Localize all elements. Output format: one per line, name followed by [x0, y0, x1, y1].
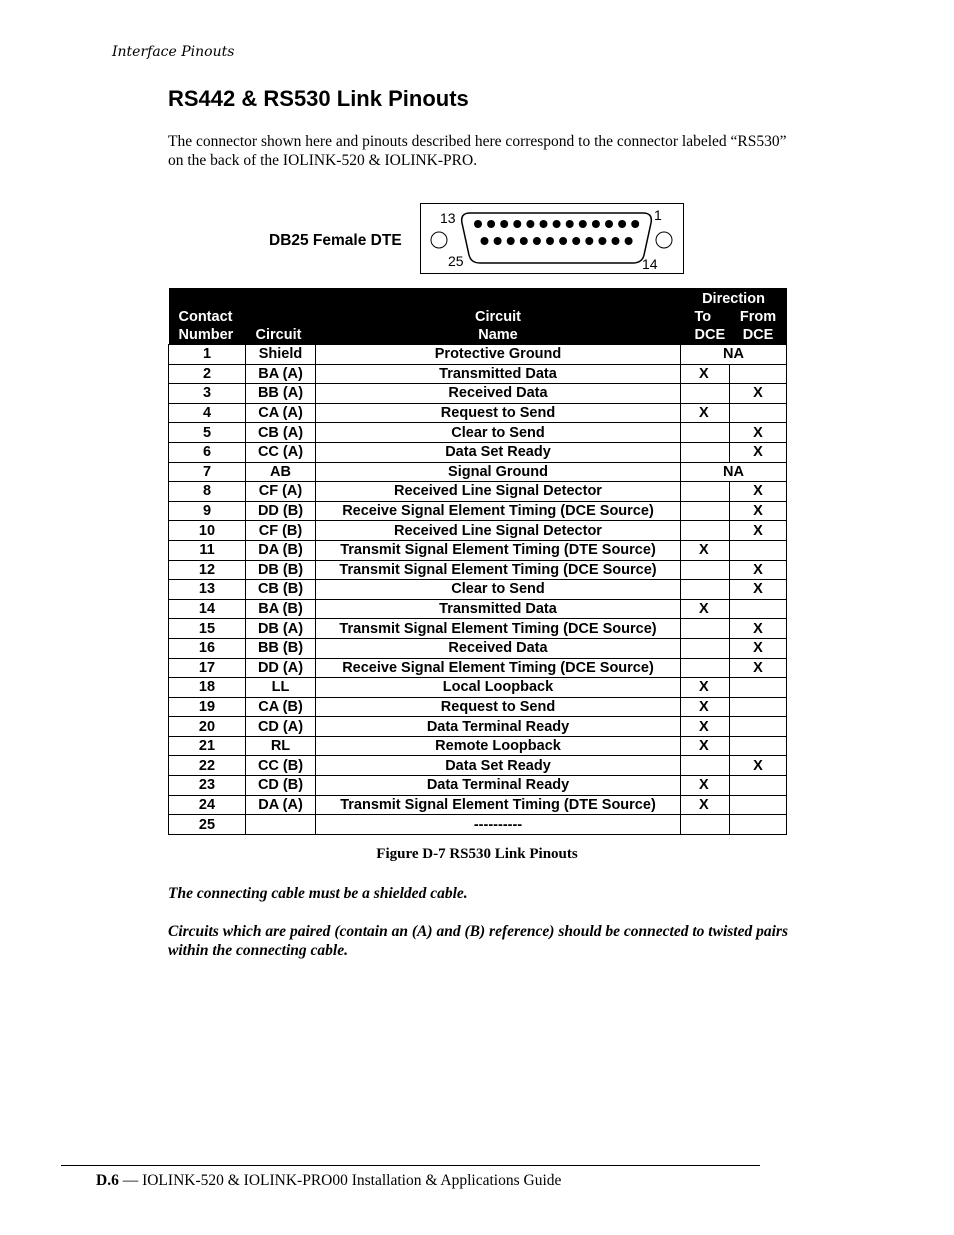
circuit-cell: DB (A) [246, 619, 316, 639]
connector-pin [598, 237, 606, 245]
contact-number-cell: 1 [169, 345, 246, 365]
contact-number-cell: 24 [169, 795, 246, 815]
contact-number-cell: 7 [169, 462, 246, 482]
circuit-name-cell: Received Data [316, 638, 681, 658]
to-dce-cell [681, 658, 730, 678]
from-dce-cell [730, 717, 787, 737]
to-dce-cell: X [681, 540, 730, 560]
contact-number-cell: 6 [169, 442, 246, 462]
connector-pin [526, 220, 534, 228]
connector-pin [631, 220, 639, 228]
to-dce-cell [681, 560, 730, 580]
from-dce-cell: X [730, 756, 787, 776]
to-dce-cell: X [681, 364, 730, 384]
pinout-table [168, 288, 787, 835]
circuit-cell: CA (A) [246, 403, 316, 423]
from-dce-cell [730, 403, 787, 423]
circuit-cell: CF (B) [246, 521, 316, 541]
connector-pin [540, 220, 548, 228]
circuit-cell: CA (B) [246, 697, 316, 717]
connector-label: DB25 Female DTE [269, 232, 402, 249]
to-dce-cell [681, 521, 730, 541]
from-dce-cell: X [730, 423, 787, 443]
circuit-cell: BB (A) [246, 384, 316, 404]
circuit-name-cell: Data Terminal Ready [316, 717, 681, 737]
circuit-cell: Shield [246, 345, 316, 365]
circuit-cell: AB [246, 462, 316, 482]
connector-pin [605, 220, 613, 228]
db25-connector-icon [420, 203, 684, 274]
table-row [169, 697, 787, 717]
circuit-name-cell: Transmit Signal Element Timing (DCE Source) [316, 560, 681, 580]
contact-number-cell: 13 [169, 580, 246, 600]
connector-pin [566, 220, 574, 228]
circuit-name-cell: Received Line Signal Detector [316, 482, 681, 502]
from-dce-cell: X [730, 384, 787, 404]
table-row [169, 442, 787, 462]
connector-pin [474, 220, 482, 228]
table-row [169, 599, 787, 619]
circuit-name-cell: Clear to Send [316, 580, 681, 600]
circuit-cell: CC (A) [246, 442, 316, 462]
page-footer [96, 1172, 561, 1190]
to-dce-cell: X [681, 599, 730, 619]
table-row [169, 580, 787, 600]
connector-pin [585, 237, 593, 245]
from-dce-cell: X [730, 560, 787, 580]
contact-number-cell: 12 [169, 560, 246, 580]
to-dce-cell [681, 638, 730, 658]
from-dce-cell: X [730, 638, 787, 658]
circuit-cell: DB (B) [246, 560, 316, 580]
to-dce-cell: X [681, 776, 730, 796]
connector-pin [625, 237, 633, 245]
from-dce-cell: X [730, 442, 787, 462]
circuit-name-cell: Transmitted Data [316, 599, 681, 619]
contact-number-cell: 11 [169, 540, 246, 560]
table-row [169, 619, 787, 639]
contact-number-cell: 15 [169, 619, 246, 639]
table-row [169, 403, 787, 423]
from-dce-cell: X [730, 482, 787, 502]
connector-pin [481, 237, 489, 245]
table-row [169, 658, 787, 678]
page-title: RS442 & RS530 Link Pinouts [168, 86, 469, 111]
contact-number-cell: 4 [169, 403, 246, 423]
circuit-name-cell: Remote Loopback [316, 736, 681, 756]
note-twisted-pairs: Circuits which are paired (contain an (A) and (B) reference) should be connected to twisted pairs within the connecting cable. [168, 923, 788, 959]
from-dce-cell [730, 815, 787, 835]
connector-pin [520, 237, 528, 245]
circuit-cell: CC (B) [246, 756, 316, 776]
to-dce-cell: X [681, 697, 730, 717]
page-number: D.6 [96, 1172, 119, 1189]
db25-connector-diagram [420, 203, 684, 274]
to-dce-cell [681, 423, 730, 443]
to-dce-cell [681, 384, 730, 404]
to-dce-cell [681, 756, 730, 776]
circuit-cell: CF (A) [246, 482, 316, 502]
figure-caption: Figure D-7 RS530 Link Pinouts [376, 846, 578, 862]
connector-pin [612, 237, 620, 245]
circuit-cell: DD (A) [246, 658, 316, 678]
table-row [169, 776, 787, 796]
from-dce-cell: X [730, 658, 787, 678]
circuit-name-cell: Transmit Signal Element Timing (DTE Source) [316, 795, 681, 815]
contact-number-cell: 22 [169, 756, 246, 776]
contact-number-cell: 16 [169, 638, 246, 658]
contact-number-cell: 18 [169, 678, 246, 698]
connector-pin [553, 220, 561, 228]
circuit-cell: CB (A) [246, 423, 316, 443]
circuit-cell: CB (B) [246, 580, 316, 600]
connector-pin [618, 220, 626, 228]
table-row [169, 756, 787, 776]
from-dce-cell: X [730, 619, 787, 639]
connector-pin [572, 237, 580, 245]
to-dce-cell [681, 815, 730, 835]
header-direction: Direction [681, 288, 787, 308]
circuit-cell: DD (B) [246, 501, 316, 521]
circuit-name-cell: Signal Ground [316, 462, 681, 482]
contact-number-cell: 9 [169, 501, 246, 521]
connector-pin [500, 220, 508, 228]
table-row [169, 501, 787, 521]
circuit-name-cell: Transmitted Data [316, 364, 681, 384]
from-dce-cell [730, 599, 787, 619]
circuit-name-cell: ---------- [316, 815, 681, 835]
table-row [169, 364, 787, 384]
circuit-cell: BB (B) [246, 638, 316, 658]
table-row [169, 795, 787, 815]
contact-number-cell: 14 [169, 599, 246, 619]
pin-label-13: 13 [440, 210, 456, 226]
circuit-cell: CD (B) [246, 776, 316, 796]
from-dce-cell [730, 776, 787, 796]
contact-number-cell: 23 [169, 776, 246, 796]
circuit-cell: BA (A) [246, 364, 316, 384]
running-head: Interface Pinouts [112, 44, 235, 60]
direction-na-cell: NA [681, 345, 787, 365]
circuit-cell: BA (B) [246, 599, 316, 619]
header-circuit: Circuit [246, 288, 316, 345]
connector-pin [513, 220, 521, 228]
connector-pin [579, 220, 587, 228]
contact-number-cell: 10 [169, 521, 246, 541]
table-row [169, 345, 787, 365]
table-row [169, 462, 787, 482]
to-dce-cell: X [681, 678, 730, 698]
connector-pin [559, 237, 567, 245]
from-dce-cell: X [730, 521, 787, 541]
contact-number-cell: 21 [169, 736, 246, 756]
from-dce-cell [730, 678, 787, 698]
to-dce-cell [681, 580, 730, 600]
from-dce-cell: X [730, 580, 787, 600]
header-contact-number: Contact Number [169, 288, 246, 345]
circuit-cell: CD (A) [246, 717, 316, 737]
contact-number-cell: 17 [169, 658, 246, 678]
circuit-name-cell: Protective Ground [316, 345, 681, 365]
table-row [169, 482, 787, 502]
circuit-name-cell: Receive Signal Element Timing (DCE Source) [316, 658, 681, 678]
connector-pin [592, 220, 600, 228]
circuit-cell: DA (A) [246, 795, 316, 815]
table-row [169, 384, 787, 404]
to-dce-cell: X [681, 403, 730, 423]
header-from-dce: From DCE [730, 308, 787, 345]
intro-paragraph: The connector shown here and pinouts described here correspond to the connector labeled “RS530” on the back of the IOLINK-520 & IOLINK-PRO. [168, 133, 787, 169]
contact-number-cell: 19 [169, 697, 246, 717]
circuit-name-cell: Local Loopback [316, 678, 681, 698]
circuit-cell [246, 815, 316, 835]
direction-na-cell: NA [681, 462, 787, 482]
circuit-name-cell: Data Terminal Ready [316, 776, 681, 796]
circuit-name-cell: Request to Send [316, 403, 681, 423]
pin-label-25: 25 [448, 253, 464, 269]
header-to-dce: To DCE [681, 308, 730, 345]
to-dce-cell: X [681, 736, 730, 756]
from-dce-cell: X [730, 501, 787, 521]
circuit-cell: DA (B) [246, 540, 316, 560]
table-row [169, 736, 787, 756]
connector-pin [507, 237, 515, 245]
footer-text: — IOLINK-520 & IOLINK-PRO00 Installation & Applications Guide [118, 1172, 562, 1189]
table-row [169, 638, 787, 658]
connector-pin [494, 237, 502, 245]
contact-number-cell: 25 [169, 815, 246, 835]
header-circuit-name: Circuit Name [316, 288, 681, 345]
to-dce-cell [681, 619, 730, 639]
table-row [169, 560, 787, 580]
pin-label-14: 14 [642, 256, 658, 272]
circuit-name-cell: Transmit Signal Element Timing (DTE Source) [316, 540, 681, 560]
circuit-cell: RL [246, 736, 316, 756]
contact-number-cell: 3 [169, 384, 246, 404]
connector-pin [546, 237, 554, 245]
from-dce-cell [730, 540, 787, 560]
note-shielded-cable: The connecting cable must be a shielded cable. [168, 885, 468, 902]
to-dce-cell [681, 482, 730, 502]
from-dce-cell [730, 795, 787, 815]
circuit-name-cell: Data Set Ready [316, 442, 681, 462]
table-row [169, 815, 787, 835]
circuit-cell: LL [246, 678, 316, 698]
contact-number-cell: 2 [169, 364, 246, 384]
circuit-name-cell: Transmit Signal Element Timing (DCE Source) [316, 619, 681, 639]
from-dce-cell [730, 697, 787, 717]
to-dce-cell [681, 501, 730, 521]
contact-number-cell: 5 [169, 423, 246, 443]
to-dce-cell: X [681, 795, 730, 815]
table-row [169, 678, 787, 698]
footer-divider [61, 1165, 760, 1166]
connector-pin [487, 220, 495, 228]
circuit-name-cell: Clear to Send [316, 423, 681, 443]
to-dce-cell [681, 442, 730, 462]
pin-label-1: 1 [654, 207, 662, 223]
from-dce-cell [730, 736, 787, 756]
circuit-name-cell: Receive Signal Element Timing (DCE Source) [316, 501, 681, 521]
circuit-name-cell: Data Set Ready [316, 756, 681, 776]
circuit-name-cell: Received Data [316, 384, 681, 404]
to-dce-cell: X [681, 717, 730, 737]
contact-number-cell: 8 [169, 482, 246, 502]
connector-pin [533, 237, 541, 245]
circuit-name-cell: Received Line Signal Detector [316, 521, 681, 541]
table-row [169, 423, 787, 443]
contact-number-cell: 20 [169, 717, 246, 737]
table-row [169, 717, 787, 737]
table-row [169, 521, 787, 541]
from-dce-cell [730, 364, 787, 384]
table-row [169, 540, 787, 560]
circuit-name-cell: Request to Send [316, 697, 681, 717]
